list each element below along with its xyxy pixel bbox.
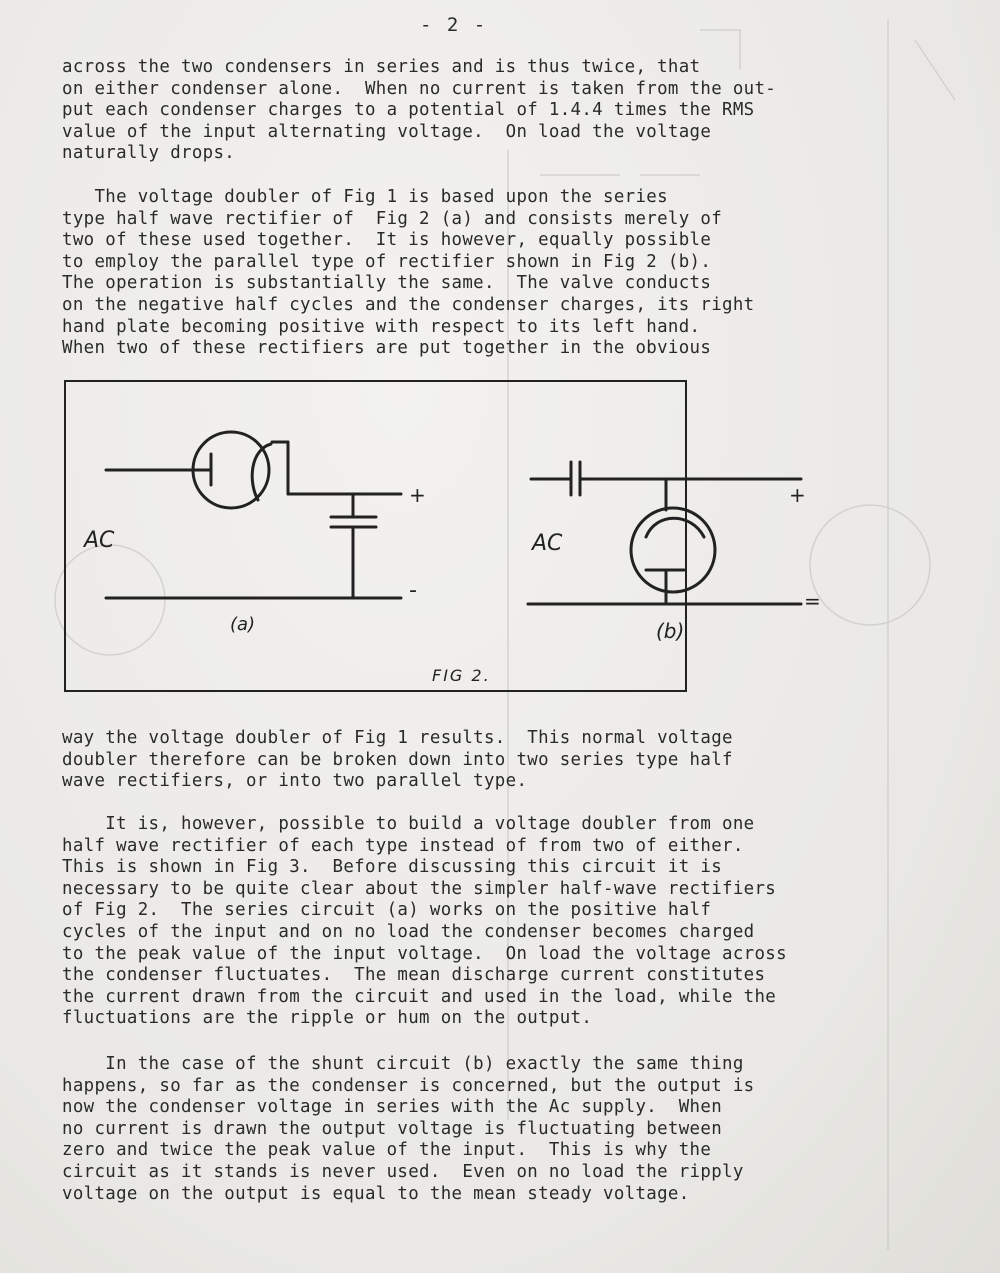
circuit-a-input-label: AC	[84, 528, 115, 553]
circuit-a-sub-label: (a)	[230, 614, 256, 635]
paragraph-3: way the voltage doubler of Fig 1 results. This normal voltage doubler therefore can be broken down into two series type half wave rectifiers, or into two parallel type.	[62, 728, 733, 792]
circuit-a-minus-label: -	[409, 578, 417, 603]
circuit-a-plus-label: +	[409, 483, 426, 507]
figure-caption: FIG 2.	[432, 666, 491, 685]
paragraph-1: across the two condensers in series and is thus twice, that on either condenser alone. When no current is taken from the out- put each condenser charges to a potential of 1.4.4 times the RMS value of the input alternating voltage. On load the voltage naturally drops.	[62, 57, 777, 164]
paragraph-5: In the case of the shunt circuit (b) exactly the same thing happens, so far as the condenser is concerned, but the output is now the condenser voltage in series with the Ac supply. When no current is drawn the output voltage is fluctuating between zero and twice the peak value of the input. This is why the circuit as it stands is never used. Even on no load the ripply voltage on the output is equal to the mean steady voltage.	[62, 1054, 755, 1204]
circuit-b-input-label: AC	[532, 531, 563, 556]
circuit-a	[106, 432, 401, 598]
paragraph-2: The voltage doubler of Fig 1 is based upon the series type half wave rectifier of Fig 2 (a) and consists merely of two of these used together. It is however, equally possible to employ the parallel type of rectifier shown in Fig 2 (b). The operation is substantially the same. The valve conducts on the negative half cycles and the condenser charges, its right hand plate becoming positive with respect to its left hand. When two of these rectifiers are put together in the obvious	[62, 187, 755, 359]
paragraph-4: It is, however, possible to build a voltage doubler from one half wave rectifier of each type instead of from two of either. This is shown in Fig 3. Before discussing this circuit it is necessary to be quite clear about the simpler half-wave rectifiers of Fig 2. The series circuit (a) works on the positive half cycles of the input and on no load the condenser becomes charged to the peak value of the input voltage. On load the voltage across the condenser fluctuates. The mean discharge current constitutes the current drawn from the circuit and used in the load, while the fluctuations are the ripple or hum on the output.	[62, 814, 787, 1029]
circuit-b-plus-label: +	[789, 483, 806, 507]
circuit-b-sub-label: (b)	[656, 619, 685, 643]
figure-2-circuit-diagram	[64, 380, 821, 692]
circuit-b-minus-label: =	[804, 589, 821, 613]
page-number: - 2 -	[420, 14, 488, 36]
